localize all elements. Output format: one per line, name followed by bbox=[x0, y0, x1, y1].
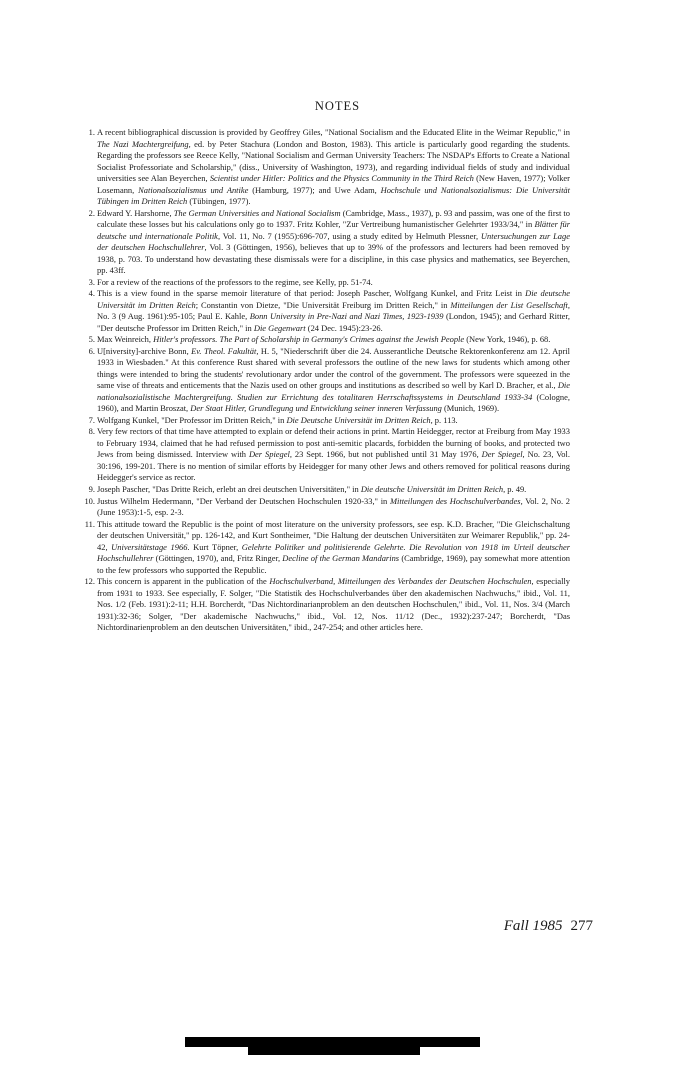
page-number: 277 bbox=[570, 918, 593, 934]
note-text: (Cologne, 1960), and Martin Broszat, bbox=[97, 391, 570, 414]
note-text: This is a view found in the sparse memoir literature of that period: Joseph Pascher, Wolfgang Kunkel, and Fritz Leist in bbox=[97, 288, 526, 299]
note-title-italic: Die nationalsozialistische Machtergreifung. Studien zur Errichtung des totalitaren Herrschaftssystems in Deutschland 1933-34 bbox=[97, 380, 570, 402]
page-title: NOTES bbox=[314, 99, 361, 113]
note-text: (Cambridge, 1969), pay somewhat more attention to the few professors who supported the Republic. bbox=[97, 553, 571, 575]
note-item bbox=[0, 576, 570, 634]
note-text: , Vol. 11, No. 7 (1955):696-707, using a study edited by Helmuth Plessner, bbox=[217, 230, 481, 241]
note-text: Joseph Pascher, "Das Dritte Reich, erlebt an drei deutschen Universitäten," in bbox=[97, 483, 361, 494]
note-number: 8. bbox=[88, 426, 95, 437]
note-text: , Vol. 2, No. 2 (June 1953):1-5, esp. 2-3. bbox=[97, 495, 571, 518]
scan-edge-bar-lower bbox=[248, 1047, 420, 1055]
note-text: (Tübingen, 1977). bbox=[187, 196, 251, 207]
note-text: , No. 23, Vol. 30:196, 199-201. There is no mention of similar efforts by Heidegger for many other Jews and others removed for political reasons during Heidegger's service as rector. bbox=[97, 449, 570, 483]
notes-list bbox=[0, 127, 675, 634]
note-title-italic: Mitteilungen des Hochschulverbandes bbox=[390, 495, 521, 506]
note-title-italic: Hitler's professors. The Part of Scholarship in Germany's Crimes against the Jewish People bbox=[153, 334, 465, 345]
note-title-italic: Blätter für deutsche und internationale Politik bbox=[97, 219, 570, 241]
note-title-italic: The German Universities and National Socialism bbox=[173, 207, 341, 218]
note-title-italic: Mitteilungen der List Gesellschaft bbox=[450, 299, 568, 310]
note-title-italic: Nationalsozialismus und Antike bbox=[138, 184, 249, 195]
note-item bbox=[0, 334, 570, 346]
note-text: Max Weinreich, bbox=[97, 334, 154, 345]
note-title-italic: Die Deutsche Universität im Dritten Reich bbox=[286, 414, 431, 425]
note-number: 4. bbox=[88, 288, 95, 299]
note-title-italic: Decline of the German Mandarins bbox=[282, 553, 400, 564]
scan-edge-bar bbox=[185, 1037, 480, 1047]
note-item bbox=[0, 426, 570, 484]
note-title-italic: Ev. Theol. Fakultät bbox=[191, 345, 257, 356]
note-item bbox=[0, 519, 570, 577]
note-number: 6. bbox=[88, 345, 95, 356]
note-text: Wolfgang Kunkel, "Der Professor im Dritten Reich," in bbox=[97, 414, 287, 425]
note-text: This concern is apparent in the publication of the bbox=[97, 576, 270, 587]
note-text: (New Haven, 1977); Volker Losemann, bbox=[97, 173, 570, 195]
note-number: 12. bbox=[84, 576, 95, 587]
note-text: (Göttingen, 1970), and, Fritz Ringer, bbox=[153, 553, 283, 564]
note-text: (New York, 1946), p. 68. bbox=[464, 334, 551, 345]
note-number: 10. bbox=[84, 495, 95, 506]
note-item bbox=[0, 346, 570, 415]
note-title-italic: Der Spiegel bbox=[481, 449, 523, 460]
note-text: (24 Dec. 1945):23-26. bbox=[305, 322, 383, 333]
note-text: , p. 49. bbox=[503, 483, 527, 494]
note-title-italic: Die deutsche Universität im Dritten Reich bbox=[97, 288, 571, 310]
note-text: , 23 Sept. 1966, but not published until 31 May 1976, bbox=[289, 449, 482, 460]
note-number: 5. bbox=[88, 334, 95, 345]
note-title-italic: Der Spiegel bbox=[248, 449, 290, 460]
note-title-italic: Bonn University in Pre-Nazi and Nazi Times, 1923-1939 bbox=[249, 311, 444, 322]
note-title-italic: Der Staat Hitler, Grundlegung und Entwicklung seiner inneren Verfassung bbox=[190, 403, 442, 414]
note-item bbox=[0, 496, 570, 519]
note-number: 7. bbox=[88, 414, 95, 425]
note-number: 11. bbox=[84, 518, 95, 529]
note-title-italic: Untersuchungen zur Lage der deutschen Hochschullehrer bbox=[97, 230, 570, 253]
note-title-italic: Die Gegenwart bbox=[253, 322, 306, 333]
note-title-italic: Scientist under Hitler: Politics and the Physics Community in the Third Reich bbox=[209, 173, 474, 184]
note-item bbox=[0, 484, 570, 496]
note-item bbox=[0, 277, 570, 289]
note-text: (Munich, 1969). bbox=[441, 403, 500, 414]
issue-label: Fall 1985 bbox=[503, 918, 563, 934]
note-text: A recent bibliographical discussion is provided by Geoffrey Giles, "National Socialism and the Educated Elite in the Weimar Republic," in bbox=[97, 127, 570, 137]
note-text: U[niversity]-archive Bonn, bbox=[97, 345, 192, 356]
note-number: 3. bbox=[88, 276, 95, 287]
note-text: Edward Y. Harshorne, bbox=[97, 207, 174, 218]
note-text: ; Constantin von Dietze, "Die Universität Freiburg im Dritten Reich," in bbox=[195, 299, 451, 310]
note-text: (Cambridge, Mass., 1937), p. 93 and passim, was one of the first to calculate these losses but his calculations only go to 1937. Fritz Kohler, "Zur Vertreibung humanistischer Gelehrter 1933/34," in bbox=[97, 207, 570, 230]
note-number: 9. bbox=[88, 483, 95, 494]
note-text: , p. 113. bbox=[430, 414, 458, 425]
note-number: 1. bbox=[88, 127, 95, 137]
note-text: , ed. by Peter Stachura (London and Boston, 1983). This article is particularly good regarding the students. Regarding the professors see Reece Kelly, "National Socialism and German University Teachers: The NSDAP's Efforts to Create a National Socialist Professoriate and Scholarship," (diss., University of Washington, 1973), and regarding individual fields of study and individual universities see Alan Beyerchen, bbox=[97, 138, 570, 184]
note-title-italic: Universitätstage 1966 bbox=[111, 541, 188, 552]
note-text: . Kurt Töpner, bbox=[187, 541, 242, 552]
note-text: (London, 1945); and Gerhard Ritter, "Der deutsche Professor im Dritten Reich," in bbox=[97, 311, 571, 333]
note-title-italic: Hochschule und Nationalsozialismus: Die Universität Tübingen im Dritten Reich bbox=[97, 184, 570, 207]
note-title-italic: Gelehrte Politiker und politisierende Gelehrte. Die Revolution von 1918 im Urteil deutscher Hochschullehrer bbox=[97, 541, 571, 564]
note-number: 2. bbox=[88, 207, 95, 218]
note-title-italic: The Nazi Machtergreifung bbox=[97, 138, 189, 149]
note-text: , especially from 1931 to 1933. See especially, F. Solger, "Die Statistik des Hochschulverbandes über den akademischen Nachwuchs," ibid., Vol. 11, Nos. 1/2 (Feb. 1931):2-11; H.H. Borcherdt, "Das Nichtordinarianproblem an den deutschen Hochschulen," ibid., Vol. 11, Nos. 3/4 (March 1931):32-36; Solger, "Der akademische Nachwuchs," ibid., Vol. 12, Nos. 11/12 (Dec., 1932):237-247; Borcherdt, "Das Nichtordinarienproblem an den deutschen Universitäten," ibid., 247-254; and other articles here. bbox=[97, 576, 571, 633]
note-text: (Hamburg, 1977); and Uwe Adam, bbox=[248, 184, 381, 195]
note-text: , No. 3 (9 Aug. 1961):95-105; Paul E. Kahle, bbox=[97, 299, 570, 322]
note-text: Justus Wilhelm Hedermann, "Der Verband der Deutschen Hochschulen 1920-33," in bbox=[97, 495, 390, 506]
note-item bbox=[0, 288, 570, 334]
note-text: For a review of the reactions of the professors to the regime, see Kelly, pp. 51-74. bbox=[97, 276, 373, 287]
note-item bbox=[0, 208, 570, 277]
note-item bbox=[0, 127, 570, 208]
note-text: Very few rectors of that time have attempted to explain or defend their actions in print. Martin Heidegger, rector at Freiburg from May 1933 to February 1934, claimed that he had refused permission to post anti-semitic placards, forbidden the burning of books, and protected two Jews from being dismissed. Interview with bbox=[97, 426, 570, 460]
note-item bbox=[0, 415, 570, 427]
note-text: , Vol. 3 (Göttingen, 1956), believes that up to 39% of the professors and lecturers had been removed by 1938, p. 703. To understand how devastating these dismissals were for a discipline, in this case physics and mathematics, see Beyerchen, pp. 43ff. bbox=[97, 242, 570, 276]
running-footer bbox=[504, 918, 593, 935]
note-text: , H. 5, "Niederschrift über die 24. Ausserantliche Deutsche Rektorenkonferenz am 12. April 1933 in Wiesbaden." At this conference Rust shared with several professors the outline of the new laws for students which among other things were intended to bring the students' revolutionary ardor under the control of the government. The professors were squeezed in the same vise of threats and enticements that the Nazis used on other groups and institutions as described so well by Karl D. Bracher, et al., bbox=[97, 345, 570, 391]
note-title-italic: Die deutsche Universität im Dritten Reich bbox=[360, 483, 504, 494]
note-title-italic: Hochschulverband, Mitteilungen des Verbandes der Deutschen Hochschulen bbox=[269, 576, 532, 587]
note-text: This attitude toward the Republic is the point of most literature on the university professors, see esp. K.D. Bracher, "Die Gleichschaltung der deutschen Universität," pp. 126-142, and Kurt Sontheimer, "Die Haltung der deutschen Universitäten zur Weimarer Republik," pp. 24-42, bbox=[97, 518, 570, 552]
